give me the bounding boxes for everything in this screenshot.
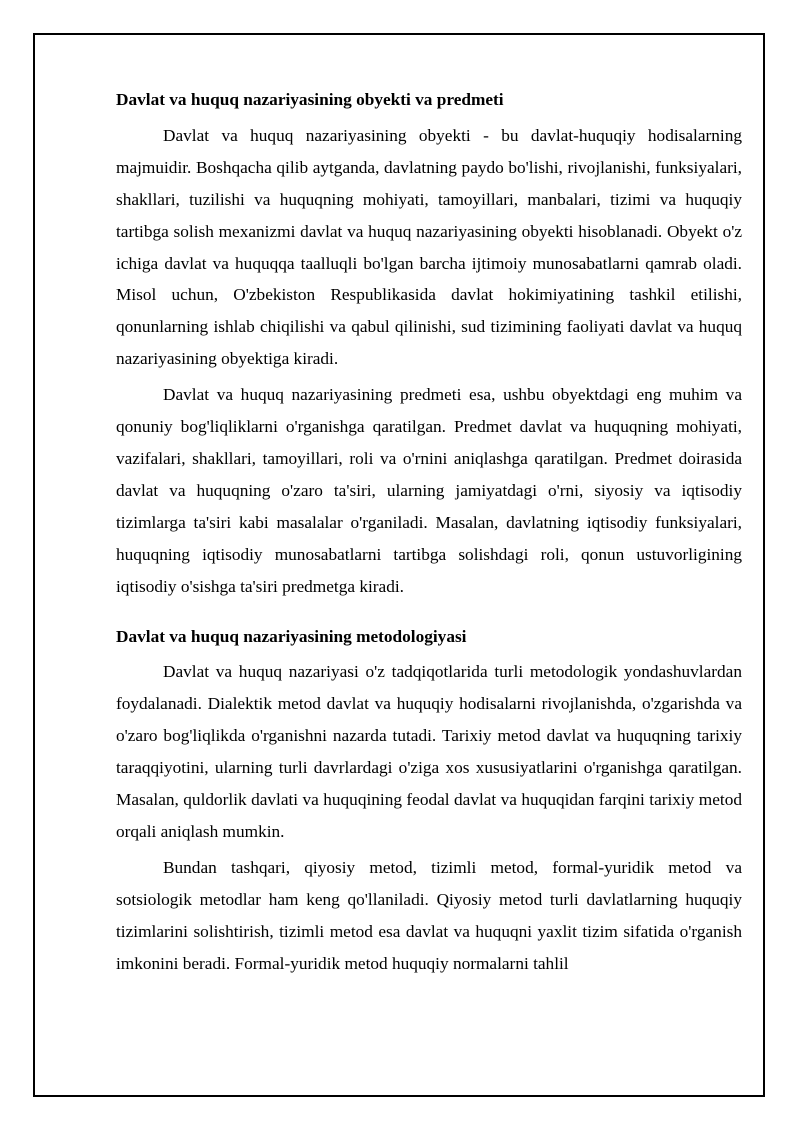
paragraph-object: Davlat va huquq nazariyasining obyekti - bu davlat-huquqiy hodisalarning majmuidir. Boshqacha qilib aytganda, davlatning paydo bo'lishi, rivojlanishi, funksiyalari, shakllari, tuzilishi va huquqning mohiyati, tamoyillari, manbalari, tizimi va huquqiy tartibga solish mexanizmi davlat va huquq nazariyasining obyekti hisoblanadi. Obyekt o'z ichiga davlat va huquqqa taalluqli bo'lgan barcha ijtimoiy munosabatlarni qamrab oladi. Misol uchun, O'zbekiston Respublikasida davlat hokimiyatining tashkil etilishi, qonunlarning ishlab chiqilishi va qabul qilinishi, sud tizimining faoliyati davlat va huquq nazariyasining obyektiga kiradi.: [116, 125, 742, 369]
document-body: [116, 84, 742, 979]
paragraph-methods-other: Bundan tashqari, qiyosiy metod, tizimli metod, formal-yuridik metod va sotsiologik metodlar ham keng qo'llaniladi. Qiyosiy metod turli davlatlarning huquqiy tizimlarini solishtirish, tizimli metod esa davlat va huquqni yaxlit tizim sifatida o'rganish imkonini beradi. Formal-yuridik metod huquqiy normalarni tahlil: [116, 857, 742, 973]
paragraph-subject: Davlat va huquq nazariyasining predmeti esa, ushbu obyektdagi eng muhim va qonuniy bog'liqliklarni o'rganishga qaratilgan. Predmet davlat va huquqning mohiyati, vazifalari, shakllari, tamoyillari, roli va o'rnini aniqlashga qaratilgan. Predmet doirasida davlat va huquqning o'zaro ta'siri, ularning jamiyatdagi o'rni, siyosiy va iqtisodiy tizimlarga ta'siri kabi masalalar o'rganiladi. Masalan, davlatning iqtisodiy funksiyalari, huquqning iqtisodiy munosabatlarni tartibga solishdagi roli, qonun ustuvorligining iqtisodiy o'sishga ta'siri predmetga kiradi.: [116, 385, 742, 596]
section-heading-object-subject: Davlat va huquq nazariyasining obyekti va predmeti: [116, 90, 504, 109]
section-heading-methodology: Davlat va huquq nazariyasining metodologiyasi: [116, 626, 467, 646]
paragraph-methods-dialectic-historical: Davlat va huquq nazariyasi o'z tadqiqotlarida turli metodologik yondashuvlardan foydalanadi. Dialektik metod davlat va huquqiy hodisalarni rivojlanishda, o'zgarishda va o'zaro bog'liqlikda o'rganishni nazarda tutadi. Tarixiy metod davlat va huquqning tarixiy taraqqiyotini, ularning turli davrlardagi o'ziga xos xususiyatlarini o'rganishga qaratilgan. Masalan, quldorlik davlati va huquqining feodal davlat va huquqidan farqini tarixiy metod orqali aniqlash mumkin.: [116, 662, 742, 841]
